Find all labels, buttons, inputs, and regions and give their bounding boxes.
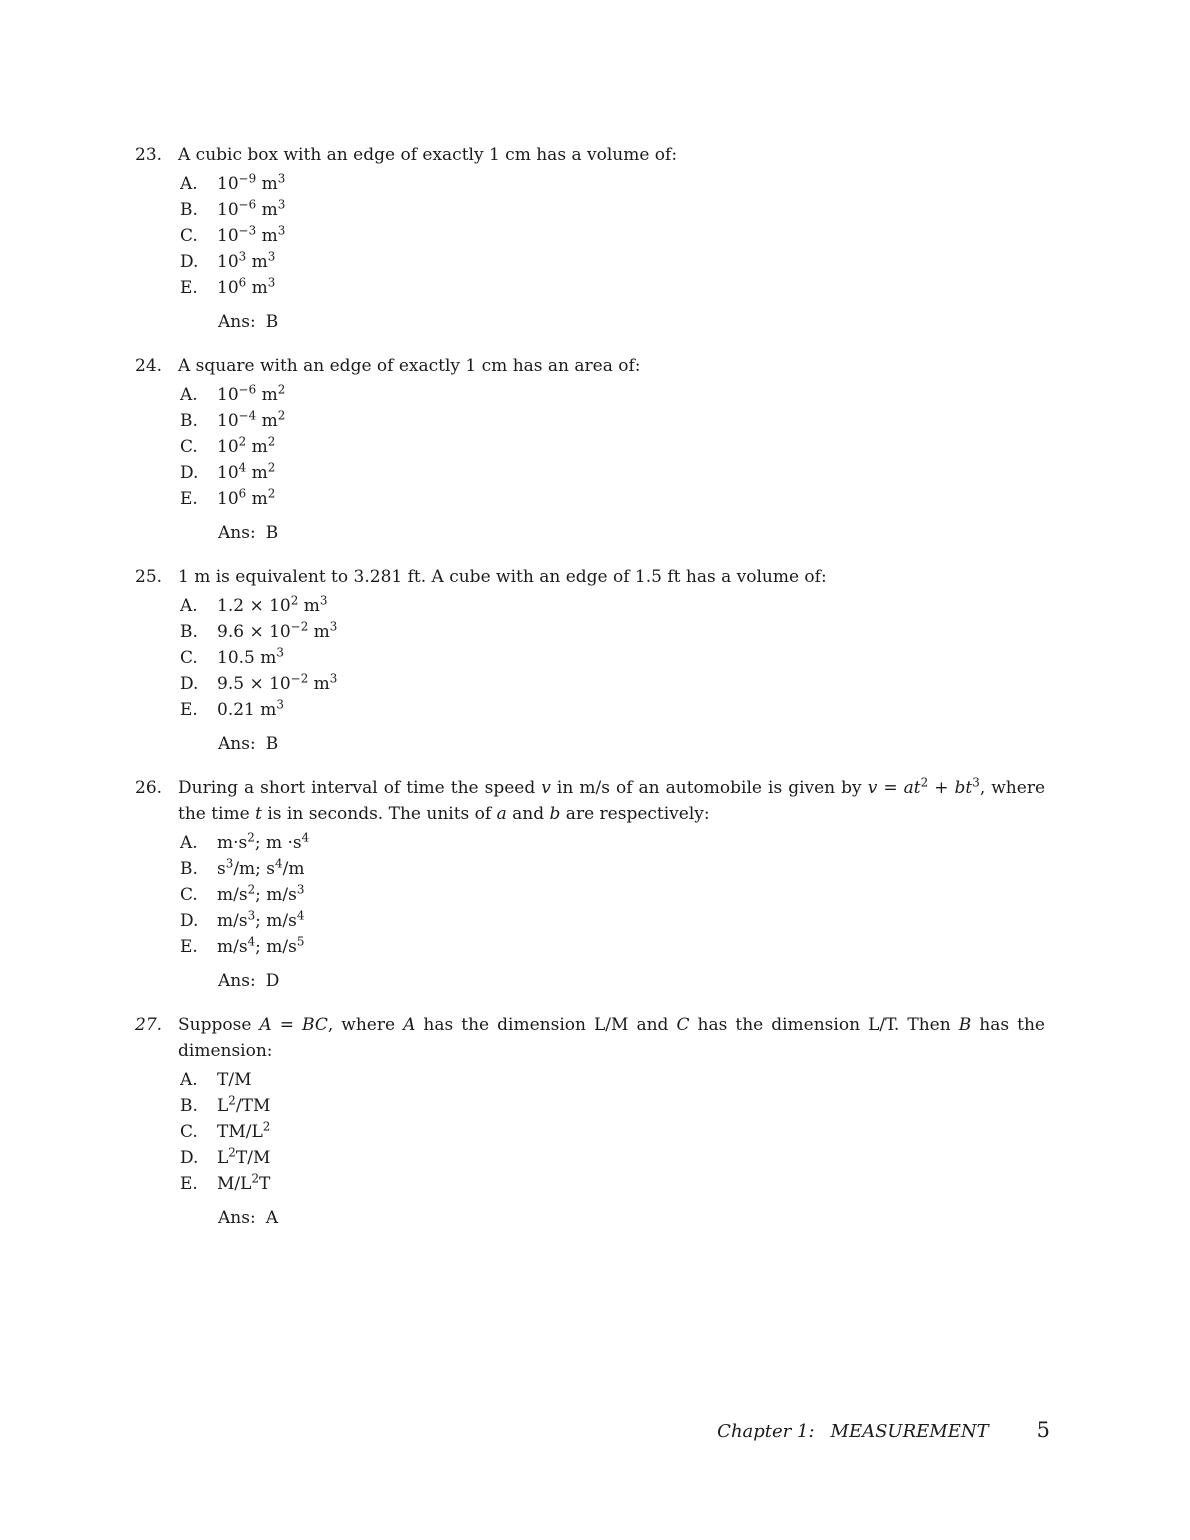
choice-text: $10^{-6}$ $m^3$ xyxy=(217,197,286,220)
choice-list xyxy=(178,830,1045,960)
question-text: During a short interval of time the speed v in m/s of an automobile is given by $v = at^2 + bt^3$, where the time t is in seconds. The units of a and b are respectively: xyxy=(178,775,1046,824)
choice-letter: A. xyxy=(180,833,198,853)
choice-letter: D. xyxy=(180,252,199,272)
choice-list xyxy=(178,382,1045,512)
footer-page-number: 5 xyxy=(1036,1418,1050,1442)
choice-text: $9.6 \times 10^{-2}$ $m^3$ xyxy=(217,619,338,642)
choice-list xyxy=(178,1067,1045,1197)
choice-letter: A. xyxy=(180,385,198,405)
question-text: Suppose A = BC, where A has the dimension L/M and C has the dimension L/T. Then B has the dimension: xyxy=(178,1015,1045,1061)
choice xyxy=(178,645,1045,671)
footer-chapter-title: MEASUREMENT xyxy=(830,1421,989,1442)
choice-letter: B. xyxy=(180,411,198,431)
choice xyxy=(178,671,1045,697)
choice-text: $9.5 \times 10^{-2}$ $m^3$ xyxy=(217,671,338,694)
choice-letter: E. xyxy=(180,700,198,720)
question-27 xyxy=(135,1012,1045,1231)
answer-label: Ans: xyxy=(218,523,256,543)
choice-letter: E. xyxy=(180,1174,198,1194)
choice xyxy=(178,1067,1045,1093)
choice-letter: C. xyxy=(180,1122,198,1142)
choice-letter: A. xyxy=(180,1070,198,1090)
answer-label: Ans: xyxy=(218,971,256,991)
choice xyxy=(178,830,1045,856)
choice-text: $10^{-3}$ $m^3$ xyxy=(217,223,286,246)
choice-letter: E. xyxy=(180,489,198,509)
choice-letter: D. xyxy=(180,674,199,694)
choice-letter: C. xyxy=(180,885,198,905)
choice xyxy=(178,619,1045,645)
choice xyxy=(178,593,1045,619)
answer-line xyxy=(178,731,1045,757)
answer-value: B xyxy=(265,312,279,332)
choice xyxy=(178,382,1045,408)
question-23 xyxy=(135,142,1045,335)
choice xyxy=(178,697,1045,723)
choice-text: $10^6$ $m^3$ xyxy=(217,275,276,298)
choice-text: $m/s^2$; $m/s^3$ xyxy=(217,882,305,905)
choice xyxy=(178,486,1045,512)
choice-letter: C. xyxy=(180,226,198,246)
choice-text: $10^6$ $m^2$ xyxy=(217,486,276,509)
choice-letter: C. xyxy=(180,648,198,668)
choice-text: $10^{-6}$ $m^2$ xyxy=(217,382,286,405)
choice-text: $L^2T/M$ xyxy=(217,1145,271,1168)
answer-label: Ans: xyxy=(218,1208,256,1228)
choice xyxy=(178,908,1045,934)
footer-chapter-label: Chapter 1: xyxy=(717,1421,815,1442)
choice-letter: D. xyxy=(180,911,199,931)
choice-list xyxy=(178,593,1045,723)
choice-letter: D. xyxy=(180,463,199,483)
choice-text: $m/s^3$; $m/s^4$ xyxy=(217,908,305,931)
choice-text: $1.2 \times 10^2$ $m^3$ xyxy=(217,593,328,616)
choice xyxy=(178,249,1045,275)
choice-text: $m\cdot s^2$; $m \cdot s^4$ xyxy=(217,830,310,853)
choice-text: $m/s^4$; $m/s^5$ xyxy=(217,934,305,957)
choice-text: $10^3$ $m^3$ xyxy=(217,249,276,272)
answer-line xyxy=(178,968,1045,994)
choice xyxy=(178,1171,1045,1197)
question-number: 23. xyxy=(135,145,163,165)
choice xyxy=(178,460,1045,486)
choice-text: $10^4$ $m^2$ xyxy=(217,460,276,483)
choice xyxy=(178,1093,1045,1119)
choice xyxy=(178,856,1045,882)
answer-value: B xyxy=(265,734,279,754)
choice xyxy=(178,934,1045,960)
question-number: 24. xyxy=(135,356,163,376)
choice-text: $s^3/m$; $s^4/m$ xyxy=(217,856,305,879)
choice-letter: E. xyxy=(180,937,198,957)
choice-text: $10^{-9}$ $m^3$ xyxy=(217,171,286,194)
question-26 xyxy=(135,775,1045,994)
choice xyxy=(178,171,1045,197)
answer-label: Ans: xyxy=(218,734,256,754)
question-text: A cubic box with an edge of exactly 1 cm has a volume of: xyxy=(178,145,678,165)
choice-letter: A. xyxy=(180,174,198,194)
page-footer xyxy=(717,1418,1050,1442)
choice-text: $L^2/TM$ xyxy=(217,1093,271,1116)
question-text: A square with an edge of exactly 1 cm has an area of: xyxy=(178,356,641,376)
choice-letter: B. xyxy=(180,859,198,879)
choice xyxy=(178,275,1045,301)
choice-text: $M/L^2T$ xyxy=(217,1171,271,1194)
choice-text: T/M xyxy=(217,1070,252,1090)
choice-list xyxy=(178,171,1045,301)
choice-text: $10^2$ $m^2$ xyxy=(217,434,276,457)
question-text: 1 m is equivalent to 3.281 ft. A cube with an edge of 1.5 ft has a volume of: xyxy=(178,567,827,587)
choice xyxy=(178,1145,1045,1171)
answer-value: B xyxy=(265,523,279,543)
question-25 xyxy=(135,564,1045,757)
choice-text: $10^{-4}$ $m^2$ xyxy=(217,408,286,431)
choice-text: 0.21 $m^3$ xyxy=(217,697,284,720)
answer-line xyxy=(178,1205,1045,1231)
answer-value: A xyxy=(265,1208,278,1228)
choice xyxy=(178,223,1045,249)
answer-line xyxy=(178,520,1045,546)
choice-letter: E. xyxy=(180,278,198,298)
choice-text: 10.5 $m^3$ xyxy=(217,645,284,668)
choice-letter: C. xyxy=(180,437,198,457)
choice xyxy=(178,434,1045,460)
question-number: 25. xyxy=(135,567,163,587)
answer-label: Ans: xyxy=(218,312,256,332)
choice-letter: D. xyxy=(180,1148,199,1168)
choice xyxy=(178,408,1045,434)
choice-letter: B. xyxy=(180,1096,198,1116)
answer-value: D xyxy=(265,971,280,991)
choice-letter: A. xyxy=(180,596,198,616)
choice-letter: B. xyxy=(180,622,198,642)
question-number: 27. xyxy=(135,1015,163,1035)
answer-line xyxy=(178,309,1045,335)
question-24 xyxy=(135,353,1045,546)
choice xyxy=(178,197,1045,223)
choice xyxy=(178,1119,1045,1145)
choice-text: $TM/L^2$ xyxy=(217,1119,271,1142)
choice-letter: B. xyxy=(180,200,198,220)
question-number: 26. xyxy=(135,778,163,798)
choice xyxy=(178,882,1045,908)
